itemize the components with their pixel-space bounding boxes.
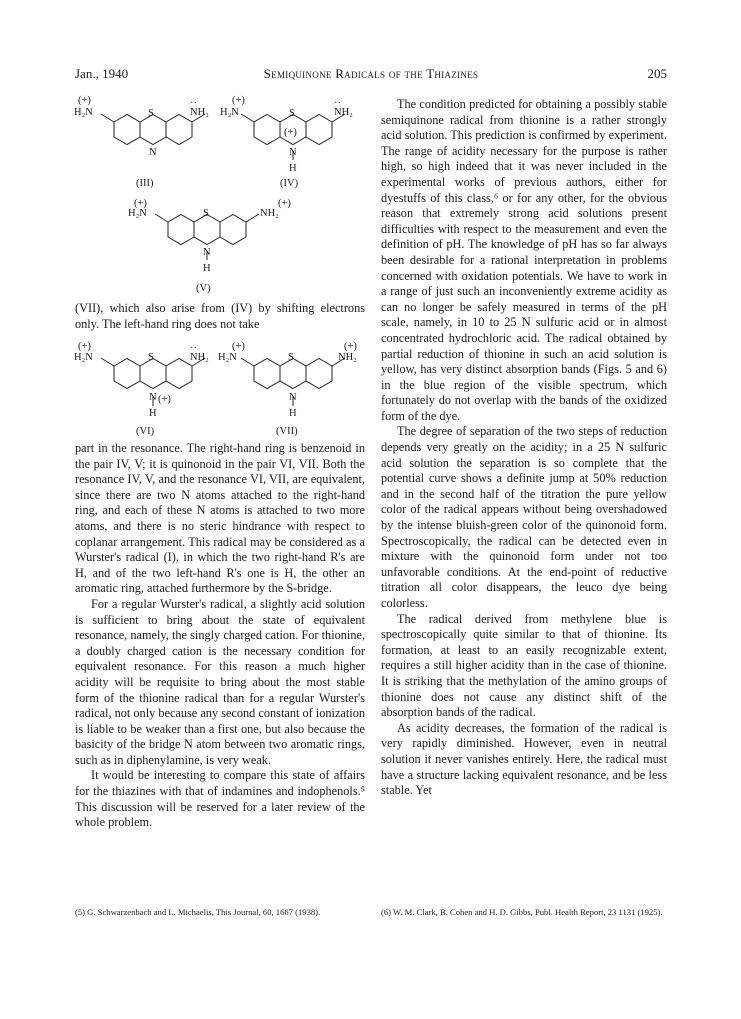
f7-right-charge: (+) — [344, 341, 357, 352]
f7-ring-s: S — [288, 352, 294, 363]
right-paragraph-2: The degree of separation of the two steps of reduction depends very greatly on the acidity; in a 25 N sulfuric acid solution the separation is so complete that the potential curve shows a definite jump at 50% reduction and in the second half of the titration the pure yellow color of the radical appears without being overshadowed by the intense bluish-green color of the quinonoid form. Spectroscopically, the radical can be detected even in mixture with the quinonoid form under not too unfavorable conditions. At the end-point of reductive titration all color disappears, the leuco dye being colorless. — [381, 424, 667, 610]
f7-ring-n: N — [289, 392, 297, 403]
running-header — [75, 66, 667, 86]
structure-figures-3-4-5 — [72, 94, 372, 304]
f6-right-group: NH₂ — [190, 352, 209, 363]
f6-h: H — [149, 408, 157, 419]
f4-ring-charge: (+) — [284, 127, 297, 138]
left-column-top — [75, 301, 365, 332]
right-footnote: (6) W. M. Clark, B. Cohen and H. D. Gibbs, Publ. Health Report, 23 1131 (1925). — [381, 907, 663, 917]
f6-ring-n: N — [149, 392, 157, 403]
f4-ring-n: N — [289, 147, 297, 158]
f6-left-group: H₂N — [74, 352, 93, 363]
right-paragraph-1: The condition predicted for obtaining a possibly stable semiquinone radical from thionine is a rather strongly acid solution. This prediction is confirmed by experiment. The range of acidity necessary for the purpose is rather high, so high indeed that it was never included in the experimental works of previous authors, either for dyestuffs of this class,⁶ or for any other, for the obvious reason that extremely strong acid solutions present difficulties with respect to the measurement and even the definition of pH. The knowledge of pH has so far always been desirable for a rational interpretation in problems concerned with oxidation potentials. We have to work in a range of just such an inconveniently extreme acidity as can no longer be safely measured in terms of the pH scale, namely, in 10 to 25 N sulfuric acid or in almost concentrated hydrochloric acid. The radical obtained by partial reduction of thionine in such an acid solution is yellow, has very distinct absorption bands (Figs. 5 and 6) in the blue region of the visible spectrum, which fortunately do not overlap with the bands of the oxidized form of the dye. — [381, 97, 667, 423]
f3-right-group: NH₂ — [190, 107, 209, 118]
right-paragraph-4: As acidity decreases, the formation of the radical is very rapidly diminished. However, even in neutral solution it never vanishes entirely. Here, the radical must have a structure lacking equivalent resonance, and be less stable. Yet — [381, 720, 667, 798]
f3-label: (III) — [136, 178, 154, 189]
f5-h: H — [203, 263, 211, 274]
f3-left-group: H₂N — [74, 107, 93, 118]
structure-figures-6-7 — [72, 340, 372, 440]
left-footnote: (5) G. Schwarzenbach and L. Michaelis, This Journal, 60, 1667 (1938). — [75, 907, 321, 917]
f7-h: H — [289, 408, 297, 419]
f5-label: (V) — [196, 283, 211, 294]
f5-ring-s: S — [203, 208, 209, 219]
f5-ring-n: N — [203, 247, 211, 258]
header-date: Jan., 1940 — [75, 66, 129, 81]
left-paragraph-3: For a regular Wurster's radical, a slightly acid solution is sufficient to bring about the state of equivalent resonance, namely, the singly charged cation. For thionine, a doubly charged cation is the necessary condition for equivalent resonance. For this reason a much higher acidity will be requisite to bring about the most stable form of the thionine radical than for a regular Wurster's radical, not only because any second constant of ionization is liable to be weaker than a first one, but also because the basicity of the bridge N atom between two aromatic rings, such as in diphenylamine, is very weak. — [75, 596, 365, 767]
f6-dots: ·· — [190, 343, 197, 354]
right-column — [381, 97, 667, 799]
f6-charge: (+) — [78, 341, 91, 352]
f7-left-group: H₂N — [218, 352, 237, 363]
f5-right-group: NH₂ — [260, 208, 279, 219]
f3-ring-s: S — [148, 108, 154, 119]
f4-charge: (+) — [232, 95, 245, 106]
left-column-body — [75, 441, 365, 831]
right-paragraph-3: The radical derived from methylene blue is spectroscopically quite similar to that of thionine. Its formation, at least to an easily recognizable extent, requires a still higher acidity than in the case of thionine. It is striking that the methylation of the amino groups of thionine does not cause any distinct shift of the absorption bands of the radical. — [381, 611, 667, 720]
left-paragraph-1: (VII), which also arise from (IV) by shifting electrons only. The left-hand ring does not take — [75, 301, 365, 331]
f5-right-charge: (+) — [278, 198, 291, 209]
f7-right-group: NH₂ — [338, 352, 357, 363]
f4-right-group: NH₂ — [334, 107, 353, 118]
f3-charge: (+) — [78, 95, 91, 106]
page-number: 205 — [647, 66, 667, 81]
f6-ring-s: S — [148, 352, 154, 363]
f4-h: H — [289, 163, 297, 174]
header-title: Semiquinone Radicals of the Thiazines — [263, 66, 479, 81]
f4-label: (IV) — [280, 178, 299, 189]
f3-dots: ·· — [190, 98, 197, 109]
f6-ring-charge: (+) — [158, 394, 171, 405]
left-paragraph-4: It would be interesting to compare this state of affairs for the thiazines with that of indamines and indophenols.⁵ This discussion will be reserved for a later review of the whole problem. — [75, 768, 365, 830]
f3-ring-n: N — [149, 147, 157, 158]
f7-label: (VII) — [276, 426, 298, 437]
f4-dots: ·· — [334, 98, 341, 109]
f7-charge: (+) — [232, 341, 245, 352]
f4-left-group: H₂N — [220, 107, 239, 118]
f4-ring-s: S — [289, 108, 295, 119]
f6-label: (VI) — [136, 426, 155, 437]
left-paragraph-2: part in the resonance. The right-hand ring is benzenoid in the pair IV, V; it is quinonoid in the pair VI, VII. Both the resonance IV, V, and the resonance VI, VII, are equivalent, since there are two N atoms attached to the right-hand ring, and each of these N atoms is attached to two more atoms, and there is no steric hindrance with respect to coplanar arrangement. This radical may be considered as a Wurster's radical (I), in which the two right-hand R's are H, and of the two left-hand R's one is H, the other an aromatic ring, attached furthermore by the S-bridge. — [75, 441, 365, 596]
f5-charge: (+) — [134, 198, 147, 209]
f5-left-group: H₂N — [128, 208, 147, 219]
